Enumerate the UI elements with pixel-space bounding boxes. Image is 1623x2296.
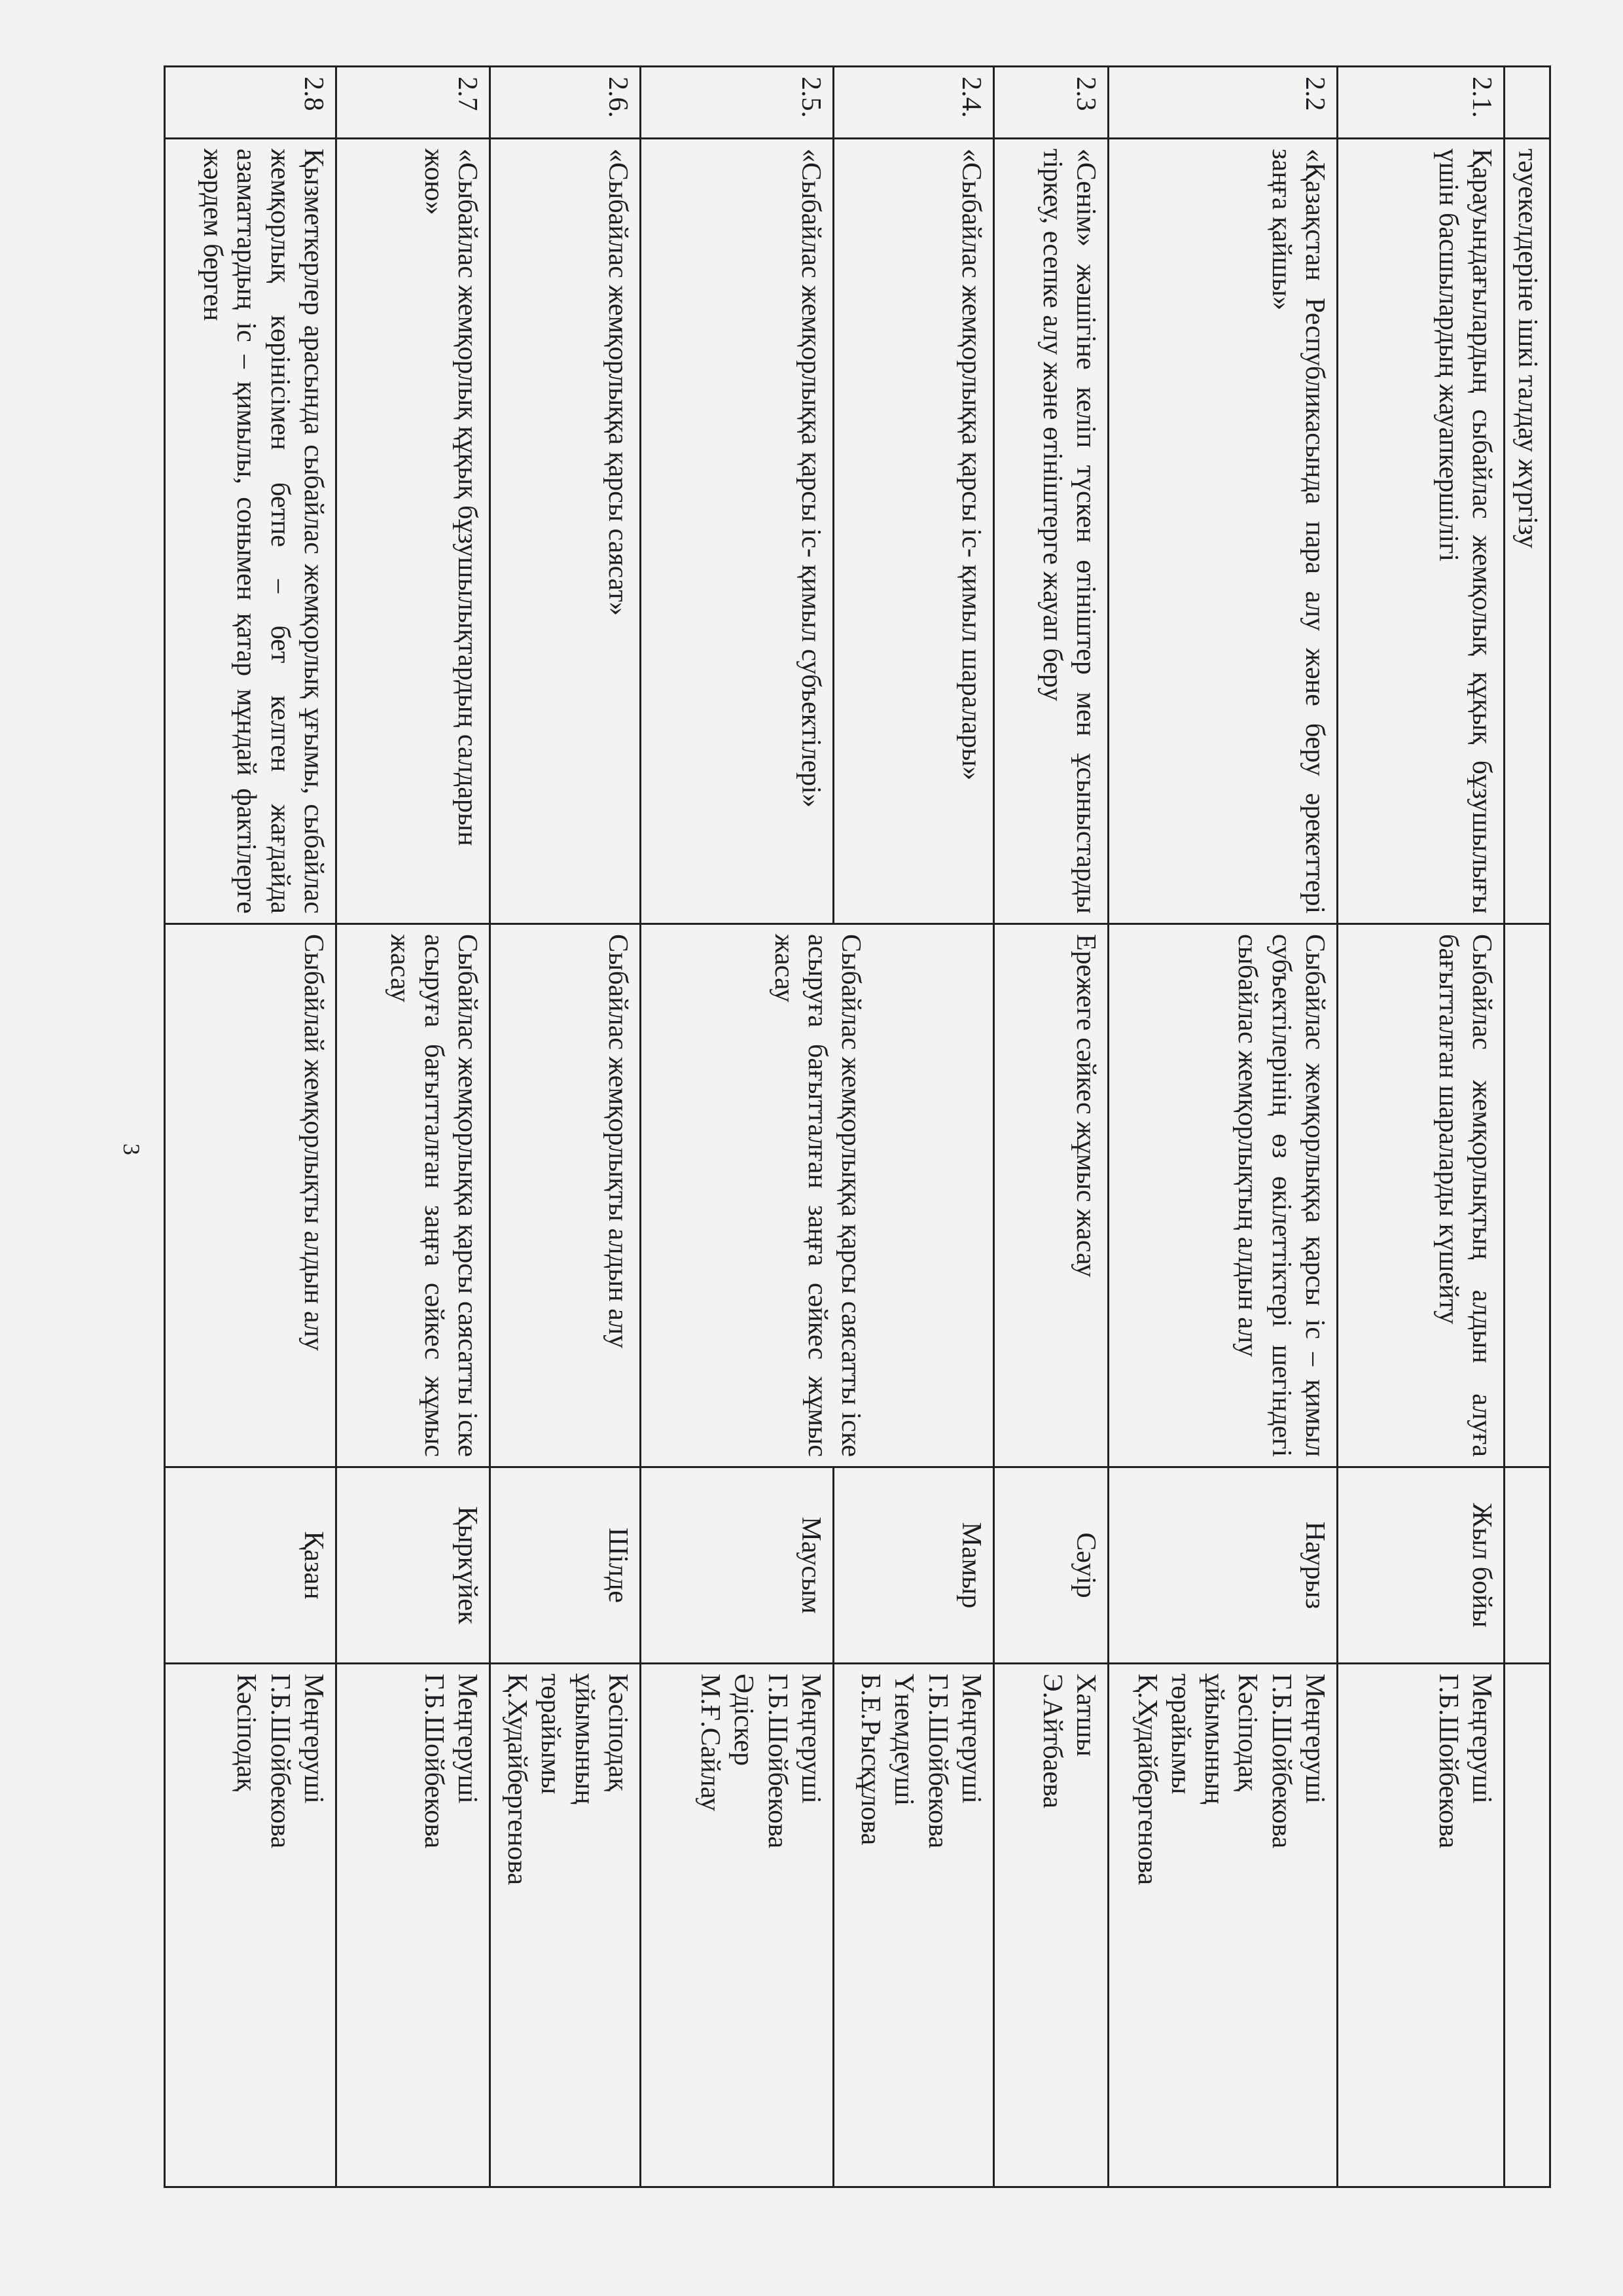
row-number: 2.4. [833, 67, 993, 139]
term-cell: Мамыр [833, 1467, 993, 1664]
row-number: 2.3 [993, 67, 1108, 139]
responsible-line: Г.Б.Шойбекова [1266, 1674, 1296, 1849]
responsible-line: Қ.Худайбергенова [502, 1674, 533, 1886]
measure-cell: Сыбайлас жемқорлыққа қарсы саясатты іске асыруға бағытталған заңға сәйкес жұмыс жасау [640, 924, 993, 1467]
measure-cell [1504, 924, 1550, 1467]
responsible-line: Меңгеруші [955, 1674, 986, 1804]
responsible-line: Г.Б.Шойбекова [418, 1674, 449, 1849]
term-cell: Сәуір [993, 1467, 1108, 1664]
responsible-cell [640, 1664, 833, 2187]
row-number: 2.1. [1337, 67, 1504, 139]
indicator-cell: тәуекелдеріне ішкі талдау жүргізу [1504, 139, 1550, 924]
table-row [490, 67, 640, 2187]
responsible-line: Кәсіподақ [231, 1674, 262, 1791]
page-number: 3 [118, 1143, 145, 1155]
measure-cell: Ережеге сәйкес жұмыс жасау [993, 924, 1108, 1467]
term-cell: Жыл бойы [1337, 1467, 1504, 1664]
row-number: 2.5. [640, 67, 833, 139]
indicator-cell: «Қазақстан Республикасында пара алу және беру әрекеттері заңға қайшы» [1108, 139, 1337, 924]
responsible-line: Қ.Худайбергенова [1132, 1674, 1162, 1886]
indicator-cell: «Сыбайлас жемқорлыққа қарсы саясат» [490, 139, 640, 924]
responsible-cell [993, 1664, 1108, 2187]
responsible-line: Г.Б.Шойбекова [922, 1674, 953, 1849]
responsible-cell [1337, 1664, 1504, 2187]
responsible-line: төрайымы [1165, 1674, 1196, 1795]
plan-table-container [164, 65, 1551, 2186]
responsible-line: Кәсіподақ [602, 1674, 633, 1791]
table-row [165, 67, 336, 2187]
responsible-line: Әдіскер [728, 1674, 759, 1767]
indicator-cell: «Сыбайлас жемқорлыққа қарсы іс- қимыл субъектілері» [640, 139, 833, 924]
responsible-cell [490, 1664, 640, 2187]
measure-cell: Сыбайлас жемқорлықты алдын алу [490, 924, 640, 1467]
row-number: 2.6. [490, 67, 640, 139]
responsible-line: Г.Б.Шойбекова [762, 1674, 793, 1849]
table-row [1337, 67, 1504, 2187]
table-row [336, 67, 490, 2187]
responsible-line: төрайымы [535, 1674, 566, 1795]
responsible-line: Меңгеруші [452, 1674, 482, 1804]
indicator-cell: «Сыбайлас жемқорлық құқық бұзушылықтардың салдарын жою» [336, 139, 490, 924]
responsible-line: М.Ғ.Сайлау [695, 1674, 726, 1812]
row-number: 2.2 [1108, 67, 1337, 139]
term-cell: Маусым [640, 1467, 833, 1664]
responsible-line: Үнемдеуші [889, 1674, 919, 1806]
responsible-line: Г.Б.Шойбекова [1433, 1674, 1463, 1849]
responsible-line: Б.Е.Рысқұлова [855, 1674, 886, 1846]
measure-cell: Сыбайлас жемқорлыққа қарсы іс – қимыл субъектілерінің өз өкілеттіктері шегіндегі сыбайлас жемқорлықтың алдын алу [1108, 924, 1337, 1467]
table-row [993, 67, 1108, 2187]
indicator-cell: Қарауындағылардың сыбайлас жемқолық құқық бұзушылығы үшін басшылардың жауапкершілігі [1337, 139, 1504, 924]
measure-cell: Сыбайлас жемқорлыққа қарсы саясатты іске асыруға бағытталған заңға сәйкес жұмыс жасау [336, 924, 490, 1467]
measure-cell: Сыбайлас жемқорлықтың алдын алуға бағытталған шараларды күшейту [1337, 924, 1504, 1467]
responsible-line: Меңгеруші [1466, 1674, 1497, 1804]
indicator-cell: Қызметкерлер арасында сыбайлас жемқорлық ұғымы, сыбайлас жемқорлық көрінісімен бетпе – бет келген жағдайда азаматтардың іс – қимылы, сонымен қатар мұндай фактілерге жәрдем берген [165, 139, 336, 924]
term-cell: Шілде [490, 1467, 640, 1664]
responsible-cell [833, 1664, 993, 2187]
indicator-cell: «Сенім» жәшігіне келіп түскен өтініштер мен ұсыныстарды тіркеу, есепке алу және өтініштерге жауап беру [993, 139, 1108, 924]
indicator-cell: «Сыбайлас жемқорлыққа қарсы іс- қимыл шаралары» [833, 139, 993, 924]
plan-table [164, 65, 1551, 2188]
responsible-line: Э.Айтбаева [1037, 1674, 1067, 1808]
table-row [833, 67, 993, 2187]
measure-cell: Сыбайлай жемқорлықты алдын алу [165, 924, 336, 1467]
responsible-cell [165, 1664, 336, 2187]
responsible-line: ұйымының [1199, 1674, 1230, 1804]
term-cell [1504, 1467, 1550, 1664]
responsible-line: Кәсіподақ [1232, 1674, 1263, 1791]
table-row [1108, 67, 1337, 2187]
responsible-line: Меңгеруші [795, 1674, 826, 1804]
responsible-line: Меңгеруші [298, 1674, 329, 1804]
responsible-line: Хатшы [1070, 1674, 1101, 1757]
responsible-line: ұйымының [569, 1674, 599, 1804]
responsible-cell [336, 1664, 490, 2187]
responsible-cell [1108, 1664, 1337, 2187]
responsible-cell [1504, 1664, 1550, 2187]
responsible-line: Г.Б.Шойбекова [264, 1674, 295, 1849]
term-cell: Қазан [165, 1467, 336, 1664]
table-row [1504, 67, 1550, 2187]
responsible-line: Меңгеруші [1299, 1674, 1330, 1804]
row-number: 2.8 [165, 67, 336, 139]
term-cell: Қыркүйек [336, 1467, 490, 1664]
row-number: 2.7 [336, 67, 490, 139]
term-cell: Наурыз [1108, 1467, 1337, 1664]
row-number [1504, 67, 1550, 139]
